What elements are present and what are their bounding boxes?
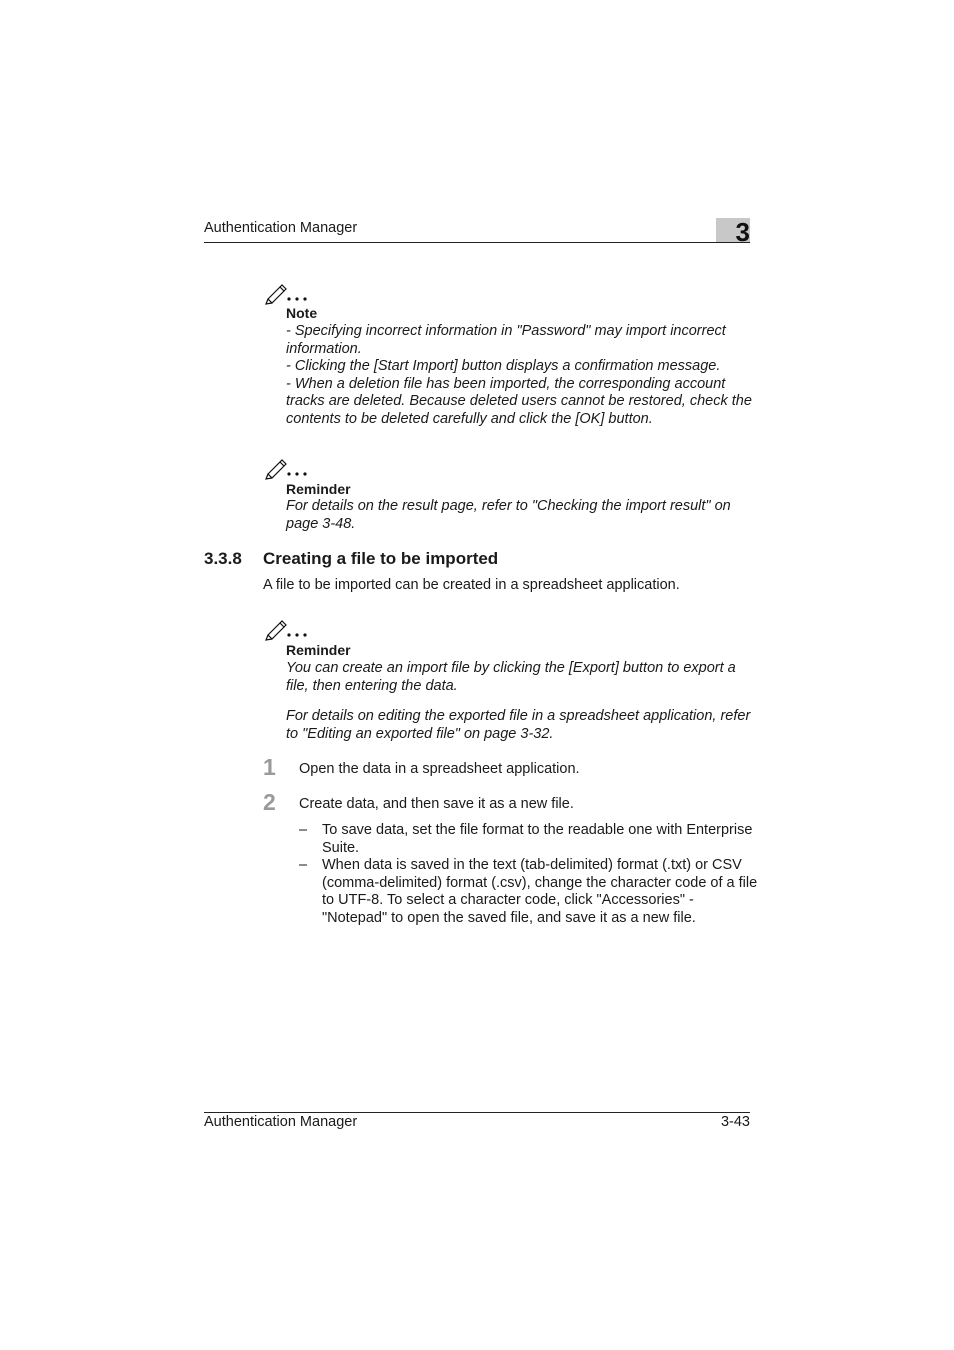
reminder-line: file, then entering the data. <box>286 677 458 694</box>
reminder-body <box>286 660 756 695</box>
step-number: 2 <box>263 789 276 815</box>
step-number: 1 <box>263 754 276 780</box>
reminder-heading: Reminder <box>286 642 351 658</box>
running-footer-title: Authentication Manager <box>204 1114 358 1130</box>
note-line: contents to be deleted carefully and click the [OK] button. <box>286 410 653 427</box>
bullet-text <box>322 822 762 857</box>
running-header-title: Authentication Manager <box>204 220 358 236</box>
note-line: information. <box>286 340 362 357</box>
section-number: 3.3.8 <box>204 549 242 568</box>
step-text: Open the data in a spreadsheet application. <box>299 761 580 777</box>
reminder-body <box>286 708 756 743</box>
section-intro: A file to be imported can be created in a spreadsheet application. <box>263 577 680 593</box>
reminder-line: to "Editing an exported file" on page 3-32. <box>286 725 554 742</box>
section-title: Creating a file to be imported <box>263 549 499 568</box>
reminder-line: For details on editing the exported file in a spreadsheet application, refer <box>286 708 751 724</box>
reminder-heading: Reminder <box>286 481 351 497</box>
note-body <box>286 323 756 429</box>
bullet-line: "Notepad" to open the saved file, and save it as a new file. <box>322 909 696 926</box>
pencil-note-icon <box>264 613 312 641</box>
note-heading: Note <box>286 305 318 321</box>
bullet-dash: – <box>299 857 308 873</box>
step-text: Create data, and then save it as a new file. <box>299 796 574 812</box>
pencil-note-icon <box>264 277 312 305</box>
bullet-line: (comma-delimited) format (.csv), change the character code of a file <box>322 874 758 891</box>
bullet-line: To save data, set the file format to the readable one with Enterprise <box>322 822 753 838</box>
header-rule <box>204 242 750 243</box>
note-line: tracks are deleted. Because deleted users cannot be restored, check the <box>286 393 752 410</box>
bullet-text <box>322 857 762 927</box>
reminder-line: page 3-48. <box>286 515 356 532</box>
chapter-number: 3 <box>735 217 750 247</box>
bullet-line: to UTF-8. To select a character code, click "Accessories" - <box>322 892 694 909</box>
bullet-line: When data is saved in the text (tab-delimited) format (.txt) or CSV <box>322 857 742 873</box>
note-line: - When a deletion file has been imported, the corresponding account <box>286 375 726 392</box>
note-line: - Clicking the [Start Import] button displays a confirmation message. <box>286 358 721 375</box>
note-line: - Specifying incorrect information in "Password" may import incorrect <box>286 323 726 339</box>
pencil-note-icon <box>264 452 312 480</box>
reminder-body <box>286 498 756 533</box>
reminder-line: You can create an import file by clicking the [Export] button to export a <box>286 660 736 676</box>
bullet-line: Suite. <box>322 839 360 856</box>
reminder-line: For details on the result page, refer to "Checking the import result" on <box>286 498 731 514</box>
footer-rule <box>204 1112 750 1113</box>
page-number: 3-43 <box>720 1114 750 1130</box>
bullet-dash: – <box>299 822 308 838</box>
